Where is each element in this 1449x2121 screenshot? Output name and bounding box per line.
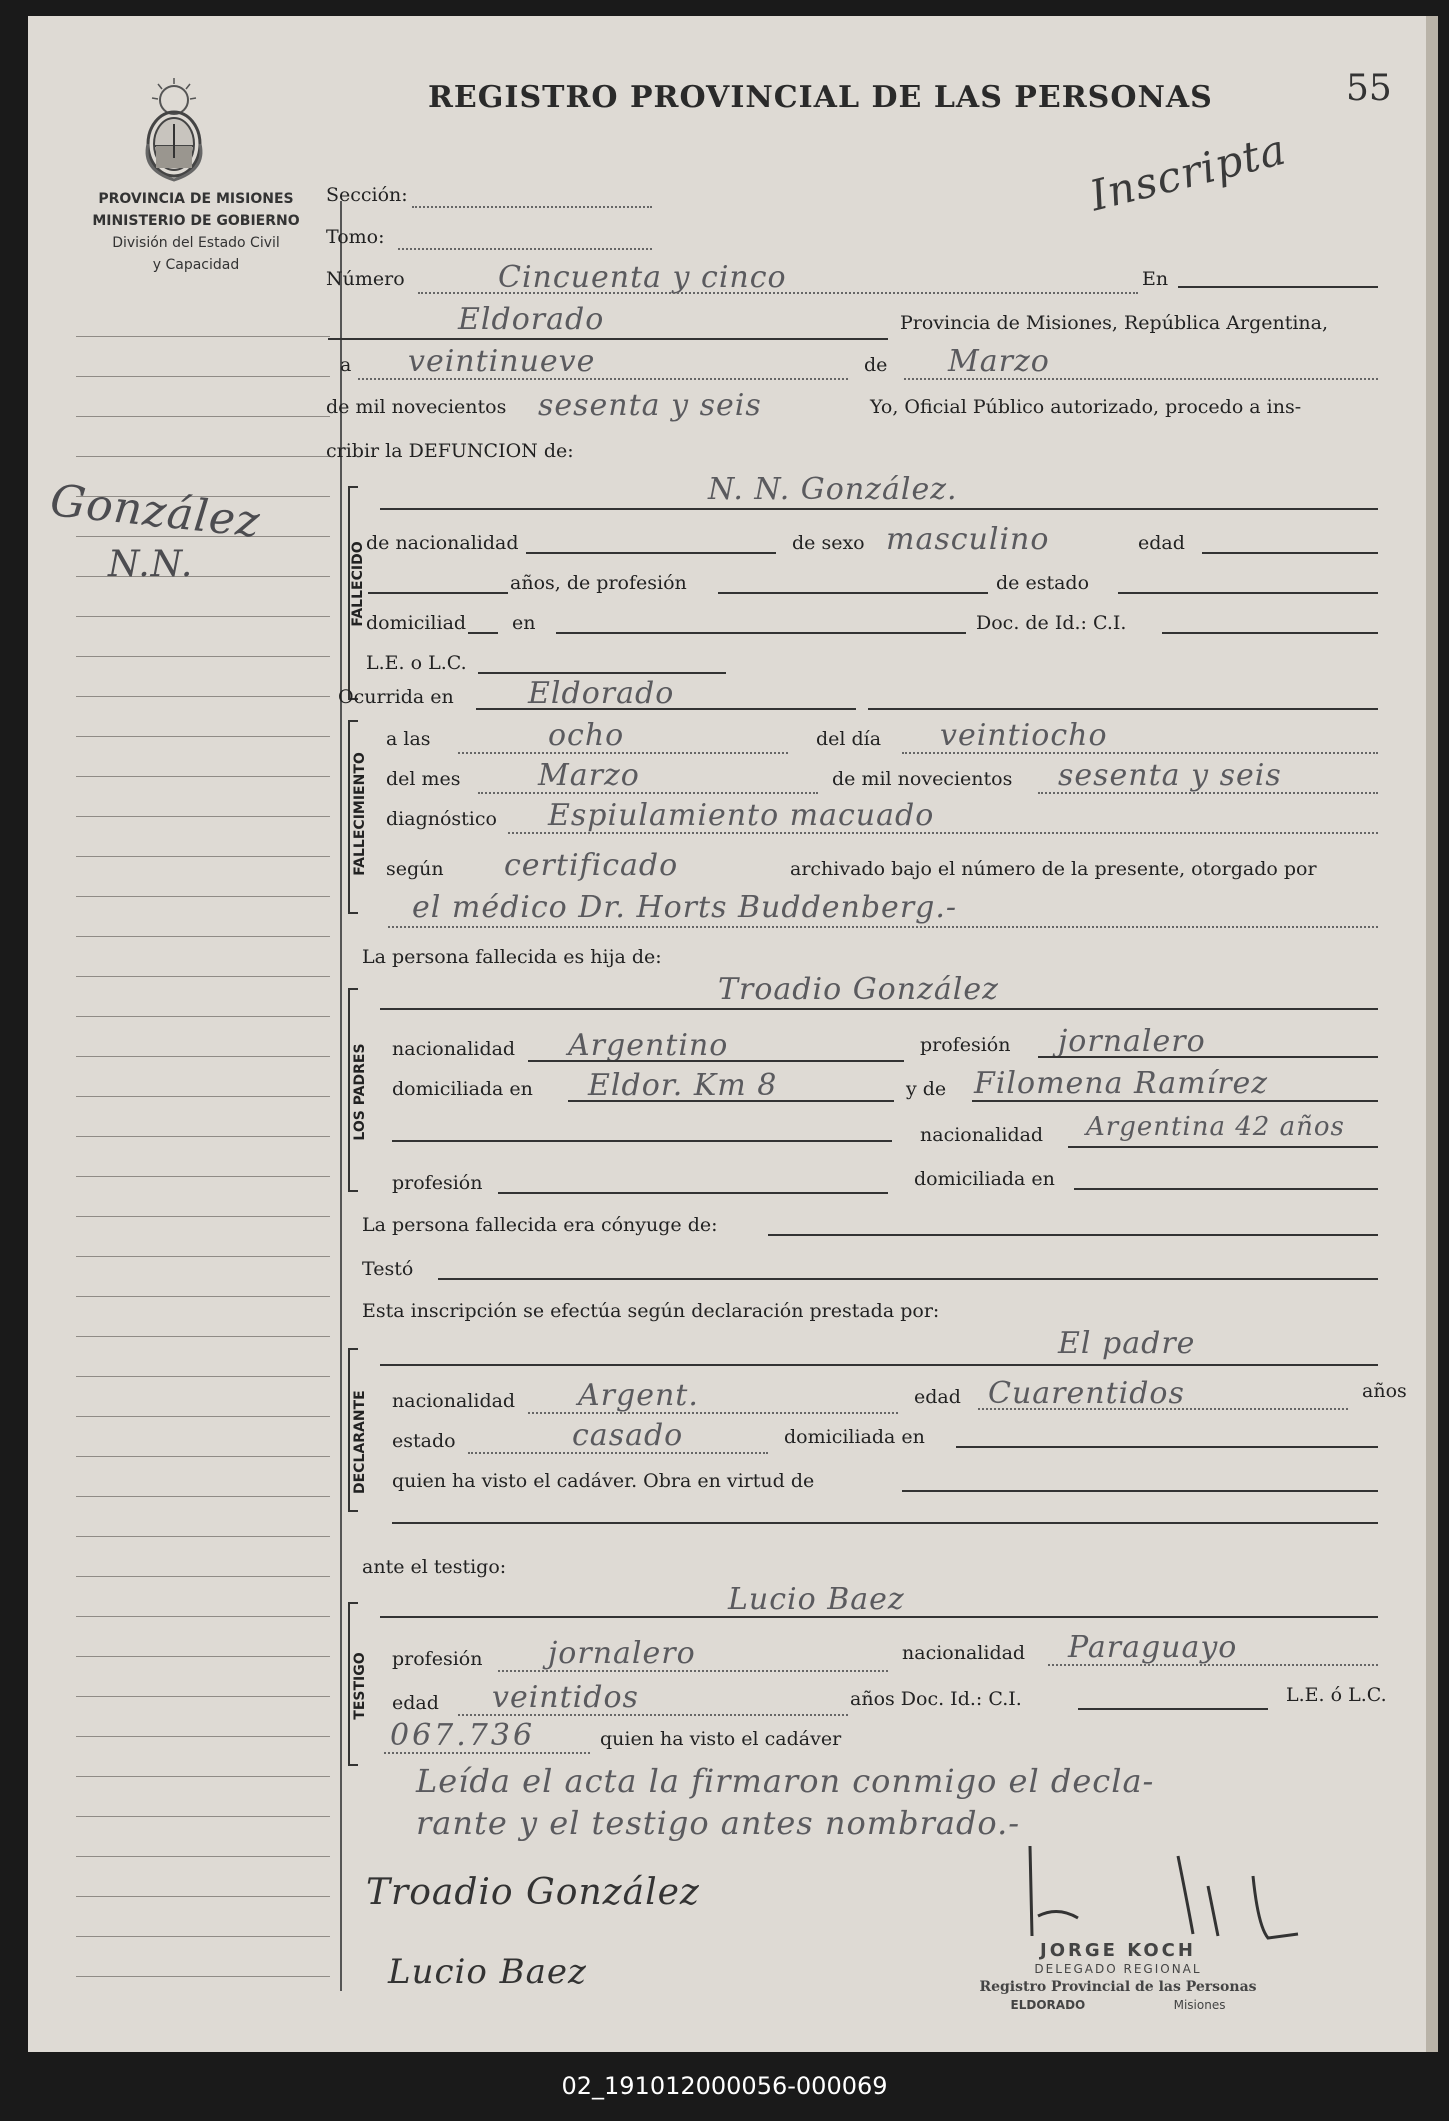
padres-domiciliada2-field — [1074, 1188, 1378, 1190]
document-id-footer: 02_191012000056-000069 — [561, 2072, 888, 2100]
margin-rule-line — [76, 1456, 330, 1457]
margin-rule-line — [76, 1136, 330, 1137]
fallecido-estado-field — [1118, 592, 1378, 594]
inscripcion-label: Esta inscripción se efectúa según declaración prestada por: — [362, 1300, 940, 1322]
fallecido-sexo-value: masculino — [886, 522, 1050, 557]
margin-rule-line — [76, 1096, 330, 1097]
medico-value: el médico Dr. Horts Buddenberg.- — [412, 890, 958, 925]
yde-label: y de — [906, 1078, 947, 1100]
testigo-edad-field — [458, 1714, 848, 1716]
fallecido-edad-label: edad — [1138, 532, 1185, 554]
margin-rule-line — [76, 976, 330, 977]
margin-rule-line — [76, 1416, 330, 1417]
margin-rule-line — [76, 1816, 330, 1817]
fallecido-doc-label: Doc. de Id.: C.I. — [976, 612, 1127, 634]
testigo-nacionalidad-label: nacionalidad — [902, 1642, 1026, 1664]
ocurrida-field — [476, 708, 856, 710]
declarante-domiciliada-field — [956, 1446, 1378, 1448]
provincia-label: Provincia de Misiones, República Argentina, — [900, 312, 1329, 334]
fallecido-anos-label: años, de profesión — [510, 572, 687, 594]
fallecido-en-label: en — [512, 612, 536, 634]
de-label: de — [864, 354, 888, 376]
dia-field — [902, 752, 1378, 754]
declarante-name-value: El padre — [1058, 1326, 1196, 1361]
testigo-anos-label: años Doc. Id.: C.I. — [850, 1688, 1022, 1710]
margin-rule-line — [76, 1496, 330, 1497]
en-label: En — [1142, 268, 1169, 290]
declarante-nacionalidad-field — [528, 1412, 898, 1414]
testigo-doc-value: 067.736 — [390, 1718, 536, 1753]
fallecido-domiciliad-field — [468, 632, 498, 634]
declarante-edad-label: edad — [914, 1386, 961, 1408]
margin-rule-line — [76, 416, 330, 417]
testigo-visto-label: quien ha visto el cadáver — [600, 1728, 842, 1750]
margin-divider — [340, 201, 342, 1991]
place-field — [328, 338, 888, 340]
fallecido-le-field — [478, 672, 726, 674]
margin-rule-line — [76, 456, 330, 457]
padres-profesion-label: profesión — [920, 1034, 1011, 1056]
fallecido-sexo-label: de sexo — [792, 532, 865, 554]
margin-rule-line — [76, 1536, 330, 1537]
padres-profesion-value: jornalero — [1058, 1024, 1206, 1059]
margin-rule-line — [76, 1656, 330, 1657]
testigo-edad-value: veintidos — [492, 1680, 639, 1715]
margin-rule-line — [76, 696, 330, 697]
fallecido-profesion-field — [718, 592, 988, 594]
month-value: Marzo — [948, 344, 1050, 379]
fallecido-nacionalidad-field — [526, 552, 776, 554]
cribir-label: cribir la DEFUNCION de: — [326, 440, 574, 462]
testigo-name-value: Lucio Baez — [728, 1582, 905, 1617]
deldia-label: del día — [816, 728, 882, 750]
fallecimiento-mil-label: de mil novecientos — [832, 768, 1013, 790]
margin-rule-line — [76, 1016, 330, 1017]
margin-rule-line — [76, 1336, 330, 1337]
segun-label: según — [386, 858, 444, 880]
padres-nacionalidad2-value: Argentina 42 años — [1086, 1112, 1345, 1142]
hora-field — [458, 752, 788, 754]
signature-lucio: Lucio Baez — [388, 1952, 587, 1992]
margin-rule-line — [76, 1296, 330, 1297]
margin-rule-line — [76, 1216, 330, 1217]
padres-profesion2-field — [498, 1192, 888, 1194]
fallecido-edad-field — [1202, 552, 1378, 554]
testigo-profesion-field — [498, 1670, 888, 1672]
padres-nacionalidad2-label: nacionalidad — [920, 1124, 1044, 1146]
testo-field — [438, 1278, 1378, 1280]
fallecido-doc-field — [1162, 632, 1378, 634]
ministry-header: MINISTERIO DE GOBIERNO — [92, 213, 300, 229]
ocurrida-label: Ocurrida en — [338, 686, 454, 708]
ante-testigo-label: ante el testigo: — [362, 1556, 507, 1578]
declarante-section-label: DECLARANTE — [352, 1390, 368, 1494]
segun-value: certificado — [504, 848, 679, 883]
testigo-ci-field — [1078, 1708, 1268, 1710]
document-title: REGISTRO PROVINCIAL DE LAS PERSONAS — [428, 80, 1213, 115]
testigo-profesion-value: jornalero — [548, 1636, 696, 1671]
margin-rule-line — [76, 1776, 330, 1777]
madre-field — [972, 1100, 1378, 1102]
margin-rule-line — [76, 1896, 330, 1897]
oficial-label: Yo, Oficial Público autorizado, procedo a ins- — [870, 396, 1302, 418]
stamp-office: Registro Provincial de las Personas — [979, 1979, 1257, 1995]
day-value: veintinueve — [408, 344, 596, 379]
margin-surname: González — [47, 475, 263, 548]
en-field — [1178, 286, 1378, 288]
padres-nacionalidad-value: Argentino — [568, 1028, 729, 1063]
closing-line-1: Leída el acta la firmaron conmigo el decla- — [416, 1762, 1155, 1800]
margin-rule-line — [76, 1616, 330, 1617]
hija-label: La persona fallecida es hija de: — [362, 946, 662, 968]
testigo-nacionalidad-field — [1048, 1664, 1378, 1666]
declarante-edad-field — [978, 1408, 1348, 1410]
hora-value: ocho — [548, 718, 625, 753]
fallecido-en-field — [556, 632, 966, 634]
testigo-profesion-label: profesión — [392, 1648, 483, 1670]
inscripta-annotation: Inscripta — [1085, 124, 1291, 221]
conyuge-field — [768, 1234, 1378, 1236]
numero-value: Cincuenta y cinco — [498, 260, 787, 295]
testigo-name-field — [380, 1616, 1378, 1618]
declarante-visto-field — [902, 1490, 1378, 1492]
declarante-domiciliada-label: domiciliada en — [784, 1426, 925, 1448]
stamp-province: Misiones — [1173, 1998, 1226, 2012]
declarante-nacionalidad-value: Argent. — [578, 1378, 699, 1413]
fallecido-nacionalidad-label: de nacionalidad — [366, 532, 519, 554]
fallecido-estado-label: de estado — [996, 572, 1090, 594]
seccion-field — [412, 206, 652, 208]
fallecido-anos-field — [368, 592, 508, 594]
margin-rule-line — [76, 776, 330, 777]
declarante-estado-field — [468, 1452, 768, 1454]
diagnostico-value: Espiulamiento macuado — [548, 798, 935, 833]
closing-line-2: rante y el testigo antes nombrado.- — [416, 1804, 1021, 1842]
tomo-field — [398, 248, 652, 250]
testigo-section-label: TESTIGO — [352, 1652, 368, 1720]
margin-rule-line — [76, 896, 330, 897]
margin-rule-line — [76, 936, 330, 937]
margin-rule-line — [76, 1856, 330, 1857]
document-page — [28, 16, 1438, 2052]
margin-rule-line — [76, 376, 330, 377]
madre-value: Filomena Ramírez — [974, 1066, 1269, 1101]
fallecido-name-field — [380, 508, 1378, 510]
signature-troadio: Troadio González — [366, 1872, 700, 1913]
margin-rule-line — [76, 616, 330, 617]
numero-field — [418, 292, 1138, 294]
day-field — [358, 378, 848, 380]
declarante-estado-value: casado — [572, 1418, 684, 1453]
testigo-le-label: L.E. ó L.C. — [1286, 1684, 1387, 1706]
declarante-visto-label: quien ha visto el cadáver. Obra en virtud de — [392, 1470, 815, 1492]
margin-rule-line — [76, 856, 330, 857]
margin-rule-line — [76, 736, 330, 737]
margin-rule-line — [76, 336, 330, 337]
declarante-extra-field — [392, 1522, 1378, 1524]
margin-rule-line — [76, 816, 330, 817]
margin-rule-line — [76, 1056, 330, 1057]
mil-novecientos-label: de mil novecientos — [326, 396, 507, 418]
medico-field — [388, 926, 1378, 928]
numero-label: Número — [326, 268, 405, 290]
padres-section-label: LOS PADRES — [352, 1043, 368, 1141]
diagnostico-label: diagnóstico — [386, 808, 497, 830]
province-header: PROVINCIA DE MISIONES — [98, 191, 294, 207]
testigo-nacionalidad-value: Paraguayo — [1068, 1630, 1238, 1665]
ocurrida-value: Eldorado — [528, 676, 675, 711]
declarante-name-field — [380, 1364, 1378, 1366]
margin-rule-line — [76, 1696, 330, 1697]
margin-rule-line — [76, 1976, 330, 1977]
stamp-title: DELEGADO REGIONAL — [1034, 1962, 1202, 1976]
mes-field — [478, 792, 818, 794]
padres-domicilio-value: Eldor. Km 8 — [588, 1068, 778, 1103]
padres-nacionalidad-label: nacionalidad — [392, 1038, 516, 1060]
padres-profesion2-label: profesión — [392, 1172, 483, 1194]
anio-value: sesenta y seis — [1058, 758, 1282, 793]
page-number: 55 — [1346, 68, 1392, 109]
padres-blank-field — [392, 1140, 892, 1142]
anio-field — [1038, 792, 1378, 794]
a-label: a — [340, 354, 352, 376]
fallecido-le-label: L.E. o L.C. — [366, 652, 467, 674]
archivado-label: archivado bajo el número de la presente, otorgado por — [790, 858, 1317, 880]
diagnostico-field — [508, 832, 1378, 834]
stamp-name: JORGE KOCH — [1040, 1940, 1196, 1961]
testigo-doc-field — [384, 1752, 590, 1754]
margin-rule-line — [76, 1736, 330, 1737]
padres-nacionalidad-field — [528, 1060, 904, 1062]
padre-value: Troadio González — [718, 972, 999, 1007]
testigo-edad-label: edad — [392, 1692, 439, 1714]
margin-rule-line — [76, 1936, 330, 1937]
margin-rule-line — [76, 1376, 330, 1377]
padres-nacionalidad2-field — [1068, 1146, 1378, 1148]
stamp-city: ELDORADO — [1010, 1998, 1086, 2012]
mes-value: Marzo — [538, 758, 640, 793]
month-field — [904, 378, 1378, 380]
testo-label: Testó — [362, 1258, 414, 1280]
margin-rule-line — [76, 1176, 330, 1177]
margin-initials: N.N. — [108, 544, 194, 585]
tomo-label: Tomo: — [326, 226, 385, 248]
margin-rule-line — [76, 1256, 330, 1257]
padres-profesion-field — [1038, 1056, 1378, 1058]
declarante-nacionalidad-label: nacionalidad — [392, 1390, 516, 1412]
division-header: División del Estado Civil — [112, 235, 280, 251]
fallecimiento-section-label: FALLECIMIENTO — [352, 752, 368, 876]
padres-domiciliada2-label: domiciliada en — [914, 1168, 1055, 1190]
seccion-label: Sección: — [326, 184, 408, 206]
conyuge-label: La persona fallecida era cónyuge de: — [362, 1214, 718, 1236]
delmes-label: del mes — [386, 768, 461, 790]
alas-label: a las — [386, 728, 431, 750]
margin-rule-line — [76, 656, 330, 657]
declarante-anos-label: años — [1362, 1380, 1407, 1402]
fallecido-domiciliad-label: domiciliad — [366, 612, 467, 634]
padres-domicilio-field — [568, 1100, 894, 1102]
declarante-estado-label: estado — [392, 1430, 456, 1452]
declarante-edad-value: Cuarentidos — [988, 1376, 1185, 1411]
division-header-2: y Capacidad — [152, 257, 240, 273]
ocurrida-field-2 — [868, 708, 1378, 710]
fallecido-section-label: FALLECIDO — [350, 541, 366, 627]
padres-domiciliada-label: domiciliada en — [392, 1078, 533, 1100]
year-value: sesenta y seis — [538, 388, 762, 423]
dia-value: veintiocho — [940, 718, 1108, 753]
coat-of-arms-emblem — [134, 74, 214, 194]
fallecido-name-value: N. N. González. — [708, 472, 958, 507]
margin-rule-line — [76, 1576, 330, 1577]
padre-field — [380, 1008, 1378, 1010]
place-value: Eldorado — [458, 302, 605, 337]
